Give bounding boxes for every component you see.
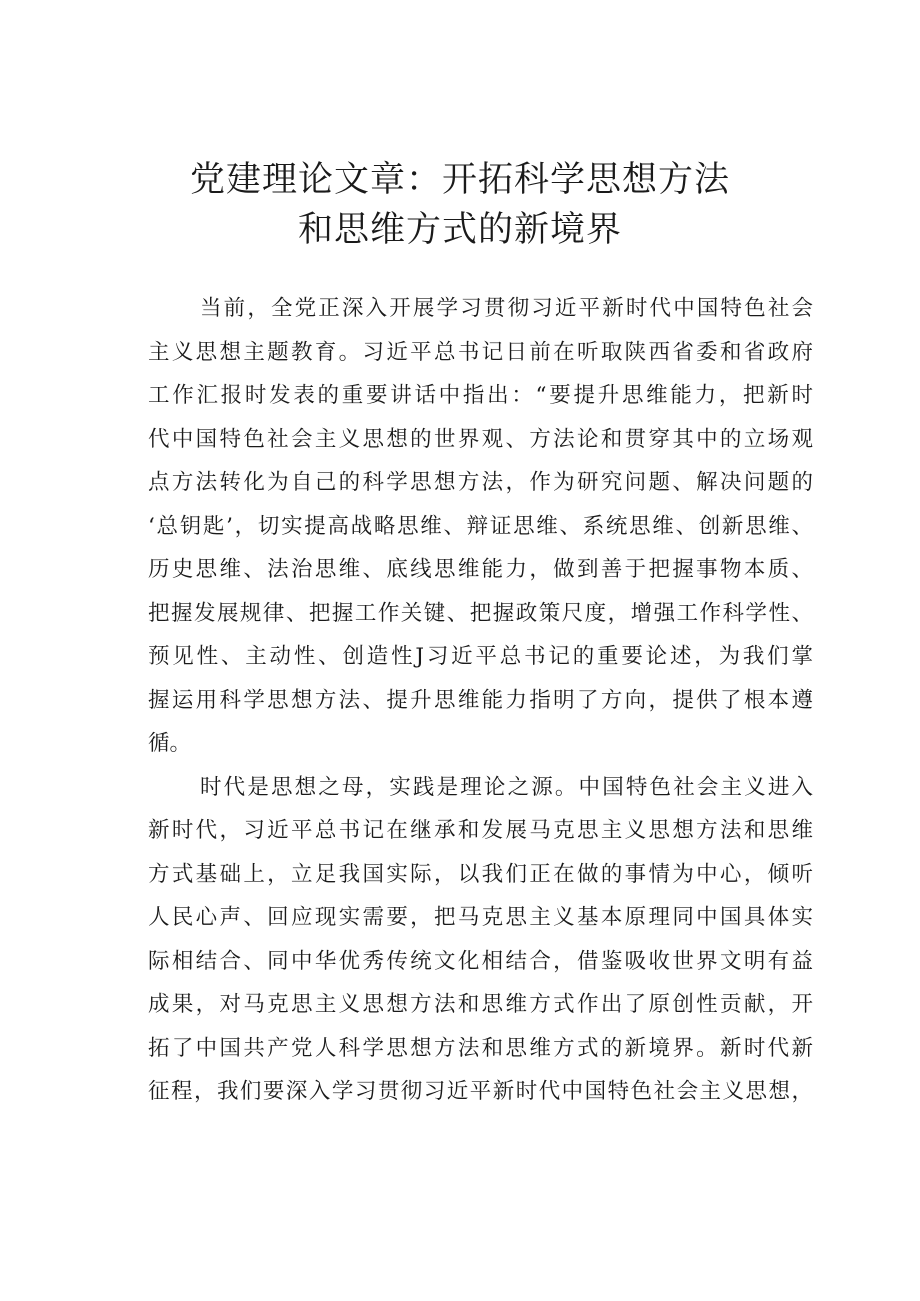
paragraph-line: 代中国特色社会主义思想的世界观、方法论和贯穿其中的立场观: [148, 426, 813, 452]
paragraph-line: 当前，全党正深入开展学习贯彻习近平新时代中国特色社会: [200, 296, 813, 321]
paragraph-line: 点方法转化为自己的科学思想方法，作为研究问题、解决问题的: [148, 470, 813, 495]
paragraph-line: 新时代，习近平总书记在继承和发展马克思主义思想方法和思维: [148, 818, 813, 843]
title-line-1: 党建理论文章：开拓科学思想方法: [189, 160, 730, 200]
paragraph-line: ‘总钥匙’，切实提高战略思维、辩证思维、系统思维、创新思维、: [148, 513, 813, 539]
paragraph-line: 工作汇报时发表的重要讲话中指出：“要提升思维能力，把新时: [148, 383, 813, 408]
paragraph-line: 把握发展规律、把握工作关键、把握政策尺度，增强工作科学性、: [148, 600, 813, 626]
document-body: [148, 287, 813, 1114]
paragraph-line: 握运用科学思想方法、提升思维能力指明了方向，提供了根本遵: [148, 687, 813, 713]
title-line-2: 和思维方式的新境界: [297, 210, 622, 250]
paragraph-2: [148, 766, 813, 1114]
paragraph-line: 方式基础上，立足我国实际，以我们正在做的事情为中心，倾听: [148, 861, 813, 887]
paragraph-line: 预见性、主动性、创造性J习近平总书记的重要论述，为我们掌: [148, 644, 813, 669]
paragraph-line: 主义思想主题教育。习近平总书记日前在听取陕西省委和省政府: [148, 339, 813, 365]
document-title: [100, 155, 820, 255]
paragraph-line: 成果，对马克思主义思想方法和思维方式作出了原创性贡献，开: [148, 992, 813, 1017]
paragraph-line: 历史思维、法治思维、底线思维能力，做到善于把握事物本质、: [148, 557, 813, 582]
paragraph-line: 时代是思想之母，实践是理论之源。中国特色社会主义进入: [200, 774, 813, 800]
paragraph-line: 征程，我们要深入学习贯彻习近平新时代中国特色社会主义思想，: [148, 1079, 813, 1104]
paragraph-line: 循。: [148, 731, 192, 756]
paragraph-line: 拓了中国共产党人科学思想方法和思维方式的新境界。新时代新: [148, 1035, 813, 1061]
paragraph-1: [148, 287, 813, 766]
paragraph-line: 人民心声、回应现实需要，把马克思主义基本原理同中国具体实: [148, 905, 813, 930]
paragraph-line: 际相结合、同中华优秀传统文化相结合，借鉴吸收世界文明有益: [148, 948, 813, 974]
